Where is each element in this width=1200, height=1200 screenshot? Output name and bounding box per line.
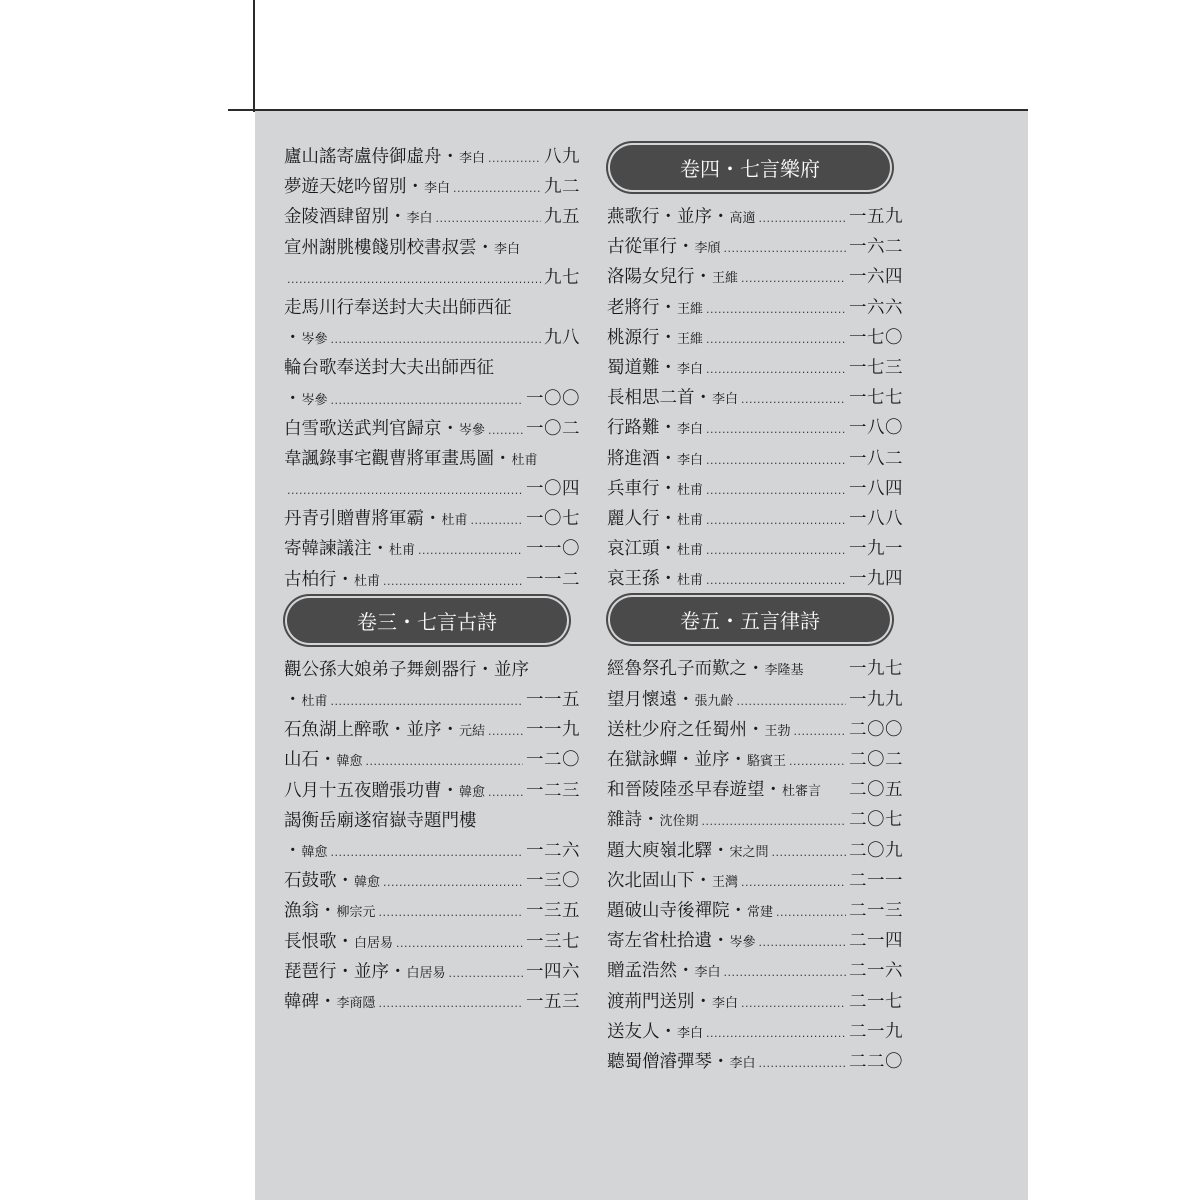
entry-page-number: 一八二 [849,448,903,469]
entry-page-number: 一三五 [526,901,580,922]
toc-entry[interactable] [284,957,580,987]
dot-leader [772,838,846,868]
dot-leader [759,204,846,234]
entry-page-number: 一一五 [526,690,580,710]
entry-author: 常建 [747,904,774,920]
separator-dot: ・ [712,207,730,227]
toc-entry[interactable] [607,775,903,805]
dot-leader [741,868,846,898]
toc-entry[interactable] [607,383,903,413]
toc-entry[interactable] [284,414,580,444]
toc-entry[interactable] [284,715,580,745]
toc-entry[interactable] [607,323,903,353]
entry-page-number: 一六四 [849,267,903,288]
separator-dot: ・ [659,1021,677,1042]
dot-leader [706,295,846,325]
entry-title: 渡荊門送別 [607,991,695,1012]
entry-title: 漁翁 [284,901,319,922]
dot-leader [706,355,846,385]
separator-dot: ・ [406,177,424,198]
entry-title: 洛陽女兒行 [607,267,695,288]
separator-dot: ・ [694,991,712,1012]
separator-dot: ・ [494,448,512,469]
entry-title: 望月懷遠 [607,689,677,710]
separator-dot: ・ [712,931,730,952]
separator-dot: ・ [476,237,494,258]
entry-title: 金陵酒肆留別 [284,207,389,228]
separator-dot: ・ [712,840,730,861]
entry-page-number: 一〇〇 [526,388,580,409]
entry-title: 古從軍行 [607,237,677,258]
entry-title: 哀王孫 [607,569,660,590]
separator-dot: ・ [659,297,677,318]
entry-page-number: 二〇九 [849,840,903,861]
entry-page-number: 八九 [544,147,580,167]
entry-page-number: 一八八 [849,508,903,529]
page-edge-vertical-rule [253,0,255,112]
entry-page-number: 一〇七 [526,509,580,530]
entry-author: 張九齡 [694,693,734,709]
entry-page-number: 二一三 [849,900,903,921]
dot-leader [706,506,846,536]
separator-dot: ・ [389,961,407,982]
separator-dot: ・ [677,689,695,710]
entry-page-number: 二二〇 [849,1051,903,1072]
dot-leader [436,204,541,234]
entry-author: 杜甫 [301,694,328,709]
entry-title: 燕歌行・並序 [607,207,712,227]
entry-author: 杜審言 [782,784,822,800]
separator-dot: ・ [284,328,302,349]
toc-entry[interactable] [607,866,903,896]
entry-title: 廬山謠寄盧侍御虛舟 [284,147,442,167]
toc-entry[interactable] [607,715,903,745]
entry-title: 長恨歌 [284,931,337,952]
toc-entry[interactable] [607,232,903,262]
separator-dot: ・ [659,357,677,378]
separator-dot: ・ [729,900,747,921]
dot-leader [331,687,523,717]
entry-page-number: 一八〇 [849,418,903,439]
entry-author: 王灣 [712,874,739,890]
separator-dot: ・ [659,539,677,560]
dot-leader [383,868,523,898]
entry-title: 行路難 [607,418,660,439]
toc-entry[interactable] [607,1017,903,1047]
dot-leader [724,958,846,988]
toc-entry[interactable] [284,444,580,474]
entry-page-number: 九二 [544,177,580,198]
entry-title: 贈孟浩然 [607,961,677,982]
entry-title: 寄韓諫議注 [284,539,372,560]
entry-page-number: 一三七 [526,931,580,952]
entry-page-number: 一一〇 [526,539,580,560]
entry-page-number: 一二三 [526,780,580,801]
dot-leader [706,536,846,566]
entry-author: 王勃 [764,723,791,739]
entry-page-number: 一八四 [849,478,903,499]
toc-entry[interactable] [284,353,580,383]
entry-title: 輪台歌奉送封大夫出師西征 [284,358,494,379]
toc-entry[interactable] [284,263,580,293]
entry-page-number: 一五九 [849,207,903,227]
entry-page-number: 二一四 [849,931,903,952]
toc-entry[interactable] [607,262,903,292]
entry-page-number: 一〇二 [526,418,580,439]
toc-entry[interactable] [284,565,580,595]
toc-entry[interactable] [607,293,903,323]
entry-page-number: 一六六 [849,297,903,318]
entry-page-number: 九八 [544,328,580,349]
separator-dot: ・ [319,750,337,771]
dot-leader [488,717,523,747]
toc-entry[interactable] [284,927,580,957]
entry-author: 杜甫 [677,482,704,498]
entry-author: 宋之問 [729,844,769,860]
entry-author: 元結 [459,724,486,740]
entry-author: 李白 [459,151,486,166]
separator-dot: ・ [659,508,677,529]
toc-entry[interactable] [607,956,903,986]
separator-dot: ・ [764,780,782,801]
entry-page-number: 一六二 [849,237,903,258]
dot-leader [396,929,523,959]
dot-leader [287,265,541,295]
entry-author: 沈佺期 [659,814,699,830]
dot-leader [453,174,541,204]
entry-author: 杜甫 [677,573,704,589]
dot-leader [379,989,523,1019]
entry-title: 在獄詠蟬・並序 [607,750,730,770]
entry-author: 柳宗元 [336,905,376,921]
entry-title: 兵車行 [607,478,660,499]
separator-dot: ・ [441,780,459,801]
entry-author: 李白 [694,965,721,981]
entry-page-number: 一七〇 [849,327,903,348]
entry-author: 杜甫 [389,543,416,559]
entry-page-number: 九五 [544,207,580,228]
entry-title: 琵琶行・並序 [284,961,389,982]
dot-leader [418,536,523,566]
entry-page-number: 一四六 [526,961,580,982]
entry-author: 杜甫 [677,543,704,559]
toc-entry[interactable] [284,504,580,534]
entry-title: 題破山寺後禪院 [607,900,730,921]
toc-entry[interactable] [284,806,580,836]
separator-dot: ・ [284,388,302,409]
entry-title: 石鼓歌 [284,871,337,892]
entry-title: 觀公孫大娘弟子舞劍器行・並序 [284,659,529,680]
entry-author: 韓愈 [301,844,328,860]
separator-dot: ・ [694,267,712,288]
entry-author: 杜甫 [511,452,538,468]
entry-page-number: 一一九 [526,720,580,741]
dot-leader [449,959,523,989]
dot-leader [366,747,523,777]
dot-leader [741,989,846,1019]
toc-entry[interactable] [607,685,903,715]
section-header: 卷四・七言樂府 [610,145,890,190]
entry-author: 杜甫 [354,573,381,589]
entry-page-number: 一九九 [849,689,903,710]
separator-dot: ・ [319,901,337,922]
dot-leader [331,838,523,868]
entry-page-number: 一二〇 [526,750,580,771]
entry-page-number: 一〇四 [526,479,580,500]
entry-author: 韓愈 [354,875,381,891]
dot-leader [383,567,523,597]
entry-title: 走馬川行奉送封大夫出師西征 [284,297,512,318]
entry-author: 岑參 [729,935,756,951]
dot-leader [706,415,846,445]
dot-leader [706,476,846,506]
entry-title: 經魯祭孔子而歎之 [607,659,747,680]
entry-title: 長相思二首 [607,388,695,409]
section-header: 卷五・五言律詩 [610,597,890,642]
toc-entry[interactable] [284,172,580,202]
dot-leader [706,325,846,355]
entry-page-number: 一九七 [849,659,903,680]
toc-entry[interactable] [607,836,903,866]
entry-author: 高適 [729,211,756,226]
toc-entry[interactable] [607,805,903,835]
entry-title: 宣州謝朓樓餞別校書叔雲 [284,237,477,258]
separator-dot: ・ [371,539,389,560]
dot-leader [471,506,523,536]
entry-page-number: 二〇七 [849,810,903,831]
separator-dot: ・ [677,961,695,982]
entry-title: 石魚湖上醉歌・並序 [284,720,442,741]
entry-author: 岑參 [459,422,486,438]
dot-leader [488,144,541,174]
entry-author: 李白 [677,422,704,438]
separator-dot: ・ [729,750,747,770]
separator-dot: ・ [336,931,354,952]
entry-title: 聽蜀僧濬彈琴 [607,1051,712,1072]
entry-author: 王維 [677,301,704,317]
dot-leader [759,1049,846,1079]
separator-dot: ・ [659,418,677,439]
entry-title: 謁衡岳廟遂宿嶽寺題門樓 [284,810,477,831]
toc-entry[interactable] [284,776,580,806]
separator-dot: ・ [659,448,677,469]
separator-dot: ・ [712,1051,730,1072]
separator-dot: ・ [441,147,459,167]
toc-entry[interactable] [607,474,903,504]
separator-dot: ・ [336,871,354,892]
dot-leader [741,264,846,294]
entry-author: 李隆基 [764,663,804,679]
entry-author: 李商隱 [336,995,376,1011]
entry-author: 白居易 [354,935,394,951]
entry-title: 八月十五夜贈張功曹 [284,780,442,801]
dot-leader [702,807,846,837]
dot-leader [287,476,523,506]
toc-entry[interactable] [284,384,580,414]
dot-leader [724,234,846,264]
entry-title: 將進酒 [607,448,660,469]
toc-entry[interactable] [607,896,903,926]
entry-author: 李白 [677,452,704,468]
separator-dot: ・ [336,569,354,590]
entry-page-number: 一九四 [849,569,903,590]
entry-title: 次北固山下 [607,870,695,891]
toc-entry[interactable] [284,233,580,263]
toc-entry[interactable] [284,685,580,715]
dot-leader [759,928,846,958]
separator-dot: ・ [441,720,459,741]
entry-author: 李白 [729,1055,756,1071]
toc-entry[interactable] [284,534,580,564]
entry-author: 李頎 [694,241,721,257]
entry-page-number: 一二六 [526,840,580,861]
entry-author: 李白 [712,995,739,1011]
dot-leader [794,717,846,747]
section-header: 卷三・七言古詩 [287,598,567,643]
separator-dot: ・ [747,719,765,740]
entry-author: 駱賓王 [747,754,787,769]
entry-author: 王維 [712,271,739,287]
toc-entry[interactable] [284,142,580,172]
entry-author: 李白 [712,392,739,408]
toc-entry[interactable] [284,866,580,896]
entry-title: 夢遊天姥吟留別 [284,177,407,198]
entry-author: 杜甫 [677,512,704,528]
toc-entry[interactable] [607,504,903,534]
toc-entry[interactable] [607,654,903,684]
toc-entry[interactable] [607,353,903,383]
separator-dot: ・ [389,207,407,228]
separator-dot: ・ [284,840,302,861]
toc-entry[interactable] [284,896,580,926]
toc-entry[interactable] [607,926,903,956]
toc-entry[interactable] [284,745,580,775]
entry-author: 白居易 [406,965,446,981]
toc-entry[interactable] [607,202,903,232]
separator-dot: ・ [659,327,677,348]
entry-page-number: 二〇二 [849,750,903,770]
dot-leader [776,898,846,928]
separator-dot: ・ [659,569,677,590]
dot-leader [379,898,523,928]
entry-author: 李白 [494,241,521,257]
entry-title: 韋諷錄事宅觀曹將軍畫馬圖 [284,448,494,469]
entry-author: 李白 [424,181,451,197]
entry-page-number: 二一九 [849,1021,903,1042]
entry-author: 韓愈 [336,754,363,770]
entry-title: 和晉陵陸丞早春遊望 [607,780,765,801]
entry-page-number: 一五三 [526,991,580,1012]
toc-entry[interactable] [607,1047,903,1077]
entry-title: 送友人 [607,1021,660,1042]
dot-leader [488,416,523,446]
toc-right-column [607,142,903,1077]
entry-title: 寄左省杜拾遺 [607,931,712,952]
entry-title: 題大庾嶺北驛 [607,840,712,861]
toc-entry[interactable] [607,745,903,775]
dot-leader [331,325,541,355]
entry-title: 山石 [284,750,319,771]
toc-entry[interactable] [284,323,580,353]
separator-dot: ・ [319,991,337,1012]
entry-page-number: 九七 [544,267,580,288]
toc-left-column [284,142,580,1017]
separator-dot: ・ [284,690,302,710]
entry-author: 岑參 [301,392,328,408]
toc-entry[interactable] [284,293,580,323]
dot-leader [331,386,523,416]
entry-title: 韓碑 [284,991,319,1012]
separator-dot: ・ [677,237,695,258]
entry-author: 李白 [677,361,704,377]
entry-page-number: 二一一 [849,870,903,891]
entry-page-number: 一一二 [526,569,580,590]
entry-author: 王維 [677,331,704,347]
entry-page-number: 二一七 [849,991,903,1012]
entry-author: 李白 [406,211,433,227]
entry-page-number: 一七三 [849,357,903,378]
entry-author: 岑參 [301,332,328,348]
entry-title: 麗人行 [607,508,660,529]
entry-page-number: 一七七 [849,388,903,409]
entry-title: 丹青引贈曹將軍霸 [284,509,424,530]
entry-author: 韓愈 [459,784,486,800]
toc-entry[interactable] [284,987,580,1017]
dot-leader [488,778,523,808]
separator-dot: ・ [747,659,765,680]
dot-leader [706,1019,846,1049]
separator-dot: ・ [694,870,712,891]
toc-entry[interactable] [284,655,580,685]
separator-dot: ・ [441,418,459,439]
entry-title: 白雪歌送武判官歸京 [284,418,442,439]
dot-leader [706,446,846,476]
toc-entry[interactable] [607,413,903,443]
separator-dot: ・ [642,810,660,831]
entry-author: 李白 [677,1025,704,1041]
entry-page-number: 一九一 [849,539,903,560]
toc-entry[interactable] [607,444,903,474]
toc-entry[interactable] [284,836,580,866]
dot-leader [741,385,846,415]
entry-title: 雜詩 [607,810,642,831]
entry-title: 蜀道難 [607,357,660,378]
separator-dot: ・ [659,478,677,499]
entry-title: 老將行 [607,297,660,318]
entry-title: 送杜少府之任蜀州 [607,719,747,740]
entry-title: 哀江頭 [607,539,660,560]
toc-entry[interactable] [284,474,580,504]
entry-page-number: 二〇五 [849,780,903,801]
separator-dot: ・ [424,509,442,530]
entry-title: 古柏行 [284,569,337,590]
toc-entry[interactable] [284,202,580,232]
entry-page-number: 二〇〇 [849,719,903,740]
entry-author: 杜甫 [441,513,468,529]
toc-entry[interactable] [607,534,903,564]
separator-dot: ・ [694,388,712,409]
toc-entry[interactable] [607,987,903,1017]
dot-leader [706,566,846,596]
entry-page-number: 二一六 [849,961,903,982]
entry-title: 桃源行 [607,327,660,348]
dot-leader [789,747,846,777]
entry-page-number: 一三〇 [526,871,580,892]
toc-entry[interactable] [607,564,903,594]
dot-leader [737,687,846,717]
